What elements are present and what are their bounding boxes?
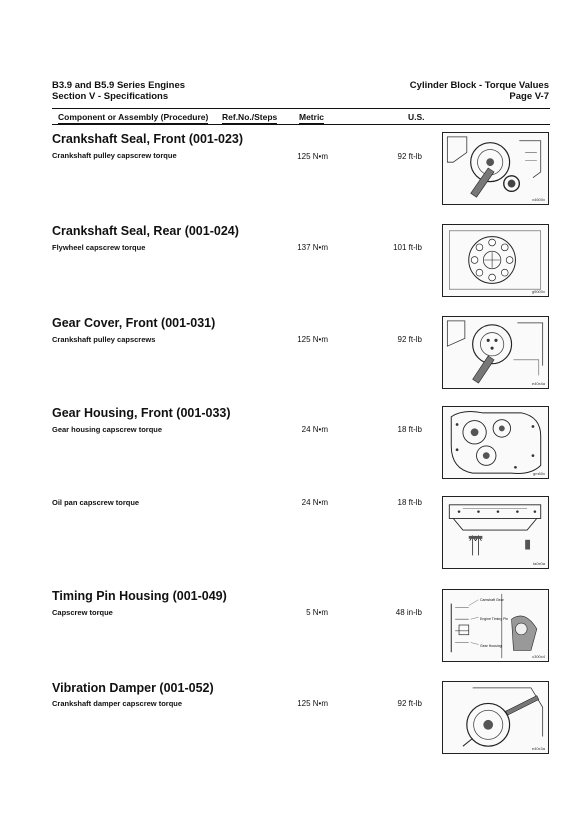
metric-value: 125 N•m: [297, 335, 328, 344]
figure-gear-housing: [442, 406, 549, 479]
us-value: 92 ft-lb: [397, 699, 422, 708]
col-metric: Metric: [299, 112, 325, 122]
figure-vibration-damper: [442, 681, 549, 754]
column-rule: [52, 124, 550, 125]
figure-code: e40x4a: [531, 381, 545, 386]
metric-value: 24 N•m: [301, 425, 328, 434]
page-number: Page V-7: [509, 91, 549, 102]
section-title-timing-pin-housing: Timing Pin Housing (001-049): [52, 589, 227, 603]
engine-illustration: [443, 133, 548, 204]
us-value: 18 ft-lb: [397, 498, 422, 507]
figure-label-gear-housing: Gear Housing: [480, 644, 502, 648]
header-left: [52, 80, 185, 102]
metric-value: 125 N•m: [297, 152, 328, 161]
col-component: Component or Assembly (Procedure): [58, 112, 209, 122]
section-title-gear-cover-front: Gear Cover, Front (001-031): [52, 316, 216, 330]
spec-item: Crankshaft pulley capscrew torque: [52, 151, 177, 160]
gear-housing-illustration: [443, 407, 548, 478]
section-title-crankshaft-seal-rear: Crankshaft Seal, Rear (001-024): [52, 224, 239, 238]
spec-item: Crankshaft damper capscrew torque: [52, 699, 183, 708]
section-title-crankshaft-seal-front: Crankshaft Seal, Front (001-023): [52, 132, 244, 146]
spec-item: Gear housing capscrew torque: [52, 425, 163, 434]
figure-timing-pin: [442, 589, 549, 662]
us-value: 92 ft-lb: [397, 152, 422, 161]
metric-value: 5 N•m: [306, 608, 328, 617]
flywheel-illustration: [443, 225, 548, 296]
section-title-vibration-damper: Vibration Damper (001-052): [52, 681, 214, 695]
figure-code: x4600x: [532, 197, 545, 202]
metric-value: 24 N•m: [301, 498, 328, 507]
us-value: 48 in-lb: [395, 608, 422, 617]
figure-label-camshaft: Camshaft Gear: [480, 598, 504, 602]
col-us: U.S.: [408, 112, 425, 122]
us-value: 18 ft-lb: [397, 425, 422, 434]
figure-code: c300x4: [532, 654, 545, 659]
chapter-title: Cylinder Block - Torque Values: [409, 80, 549, 91]
col-ref: Ref.No./Steps: [222, 112, 278, 122]
engine-series-title: B3.9 and B5.9 Series Engines: [52, 80, 186, 91]
header-rule: [52, 108, 550, 109]
figure-oil-pan: [442, 496, 549, 569]
section-title: Section V - Specifications: [52, 91, 169, 102]
figure-gear-cover: [442, 316, 549, 389]
metric-value: 137 N•m: [297, 243, 328, 252]
spec-item: Crankshaft pulley capscrews: [52, 335, 156, 344]
section-title-gear-housing-front: Gear Housing, Front (001-033): [52, 406, 231, 420]
oil-pan-illustration: [443, 497, 548, 568]
figure-code: ta0x0a: [532, 561, 545, 566]
us-value: 92 ft-lb: [397, 335, 422, 344]
header-right: [410, 80, 549, 102]
figure-code: g9000x: [531, 289, 545, 294]
figure-crankshaft-pulley: [442, 132, 549, 205]
figure-code: gm60x: [532, 471, 545, 476]
vibration-damper-illustration: [443, 682, 548, 753]
gear-cover-illustration: [443, 317, 548, 388]
spec-item: Oil pan capscrew torque: [52, 498, 140, 507]
figure-code: e40x3a: [531, 746, 545, 751]
spec-item: Capscrew torque: [52, 608, 113, 617]
metric-value: 125 N•m: [297, 699, 328, 708]
figure-label-timing-pin: Engine Timing Pin: [480, 617, 509, 621]
figure-flywheel-bolt-pattern: [442, 224, 549, 297]
us-value: 101 ft-lb: [393, 243, 422, 252]
spec-item: Flywheel capscrew torque: [52, 243, 146, 252]
